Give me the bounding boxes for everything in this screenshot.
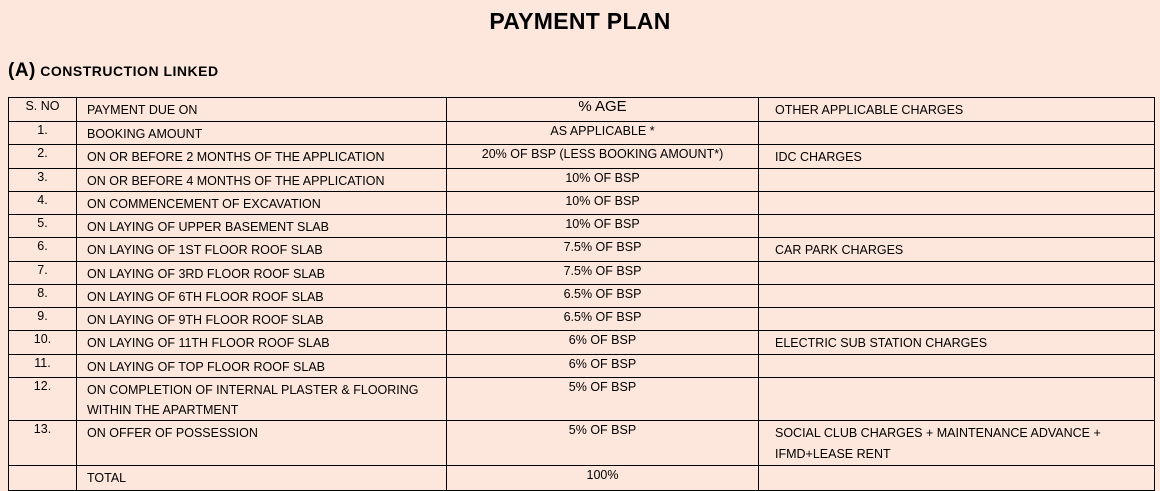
cell-percentage: 10% OF BSP: [447, 169, 759, 192]
cell-other-charges: [759, 355, 1155, 378]
cell-sno: 13.: [9, 421, 77, 466]
cell-payment-due: ON LAYING OF 1ST FLOOR ROOF SLAB: [77, 238, 447, 262]
cell-sno: 9.: [9, 308, 77, 331]
cell-other-charges: [759, 378, 1155, 421]
cell-payment-due: ON COMMENCEMENT OF EXCAVATION: [77, 192, 447, 215]
cell-payment-due: ON OR BEFORE 4 MONTHS OF THE APPLICATION: [77, 169, 447, 192]
table-row: [9, 285, 1155, 308]
cell-payment-due: TOTAL: [77, 466, 447, 491]
cell-payment-due: ON LAYING OF 6TH FLOOR ROOF SLAB: [77, 285, 447, 308]
header-other-charges: OTHER APPLICABLE CHARGES: [759, 98, 1155, 122]
table-row: [9, 145, 1155, 169]
cell-percentage: 6% OF BSP: [447, 331, 759, 355]
cell-percentage: 10% OF BSP: [447, 215, 759, 238]
cell-sno: 10.: [9, 331, 77, 355]
cell-percentage: 20% OF BSP (LESS BOOKING AMOUNT*): [447, 145, 759, 169]
cell-percentage: 7.5% OF BSP: [447, 262, 759, 285]
cell-payment-due: BOOKING AMOUNT: [77, 122, 447, 145]
page-title: PAYMENT PLAN: [489, 8, 671, 34]
cell-payment-due: ON LAYING OF 3RD FLOOR ROOF SLAB: [77, 262, 447, 285]
cell-payment-due: ON OR BEFORE 2 MONTHS OF THE APPLICATION: [77, 145, 447, 169]
cell-sno: 1.: [9, 122, 77, 145]
header-payment-due: PAYMENT DUE ON: [77, 98, 447, 122]
cell-percentage: 7.5% OF BSP: [447, 238, 759, 262]
cell-other-charges: [759, 262, 1155, 285]
payment-plan-table: [8, 97, 1155, 491]
table-row: [9, 192, 1155, 215]
cell-other-charges: [759, 285, 1155, 308]
table-row: [9, 421, 1155, 466]
table-row: [9, 238, 1155, 262]
cell-sno: [9, 466, 77, 491]
cell-other-charges: IDC CHARGES: [759, 145, 1155, 169]
cell-payment-due: ON LAYING OF TOP FLOOR ROOF SLAB: [77, 355, 447, 378]
cell-payment-due: ON COMPLETION OF INTERNAL PLASTER & FLOORING WITHIN THE APARTMENT: [77, 378, 447, 421]
table-row: [9, 355, 1155, 378]
cell-sno: 2.: [9, 145, 77, 169]
table-row: [9, 215, 1155, 238]
header-percentage: % AGE: [447, 98, 759, 122]
header-sno: S. NO: [9, 98, 77, 122]
cell-other-charges: [759, 308, 1155, 331]
cell-percentage: 6.5% OF BSP: [447, 308, 759, 331]
cell-other-charges: SOCIAL CLUB CHARGES + MAINTENANCE ADVANCE + IFMD+LEASE RENT: [759, 421, 1155, 466]
cell-sno: 6.: [9, 238, 77, 262]
cell-other-charges: CAR PARK CHARGES: [759, 238, 1155, 262]
cell-other-charges: [759, 192, 1155, 215]
table-row: [9, 308, 1155, 331]
cell-sno: 7.: [9, 262, 77, 285]
cell-percentage: AS APPLICABLE *: [447, 122, 759, 145]
cell-payment-due: ON OFFER OF POSSESSION: [77, 421, 447, 466]
cell-percentage: 6% OF BSP: [447, 355, 759, 378]
section-title: CONSTRUCTION LINKED: [40, 63, 219, 79]
table-row: [9, 262, 1155, 285]
table-row: [9, 466, 1155, 491]
section-heading: [8, 60, 219, 82]
cell-sno: 11.: [9, 355, 77, 378]
cell-payment-due: ON LAYING OF 11TH FLOOR ROOF SLAB: [77, 331, 447, 355]
section-prefix: (A): [8, 60, 36, 81]
cell-other-charges: [759, 169, 1155, 192]
cell-percentage: 100%: [447, 466, 759, 491]
cell-other-charges: [759, 122, 1155, 145]
cell-sno: 8.: [9, 285, 77, 308]
cell-percentage: 5% OF BSP: [447, 378, 759, 421]
table-header-row: [9, 98, 1155, 122]
cell-sno: 3.: [9, 169, 77, 192]
cell-sno: 4.: [9, 192, 77, 215]
cell-payment-due: ON LAYING OF UPPER BASEMENT SLAB: [77, 215, 447, 238]
cell-other-charges: ELECTRIC SUB STATION CHARGES: [759, 331, 1155, 355]
table-row: [9, 331, 1155, 355]
table-row: [9, 122, 1155, 145]
table-row: [9, 378, 1155, 421]
cell-other-charges: [759, 215, 1155, 238]
cell-sno: 5.: [9, 215, 77, 238]
cell-other-charges: [759, 466, 1155, 491]
cell-percentage: 5% OF BSP: [447, 421, 759, 466]
cell-percentage: 10% OF BSP: [447, 192, 759, 215]
cell-payment-due: ON LAYING OF 9TH FLOOR ROOF SLAB: [77, 308, 447, 331]
table-row: [9, 169, 1155, 192]
cell-sno: 12.: [9, 378, 77, 421]
cell-percentage: 6.5% OF BSP: [447, 285, 759, 308]
